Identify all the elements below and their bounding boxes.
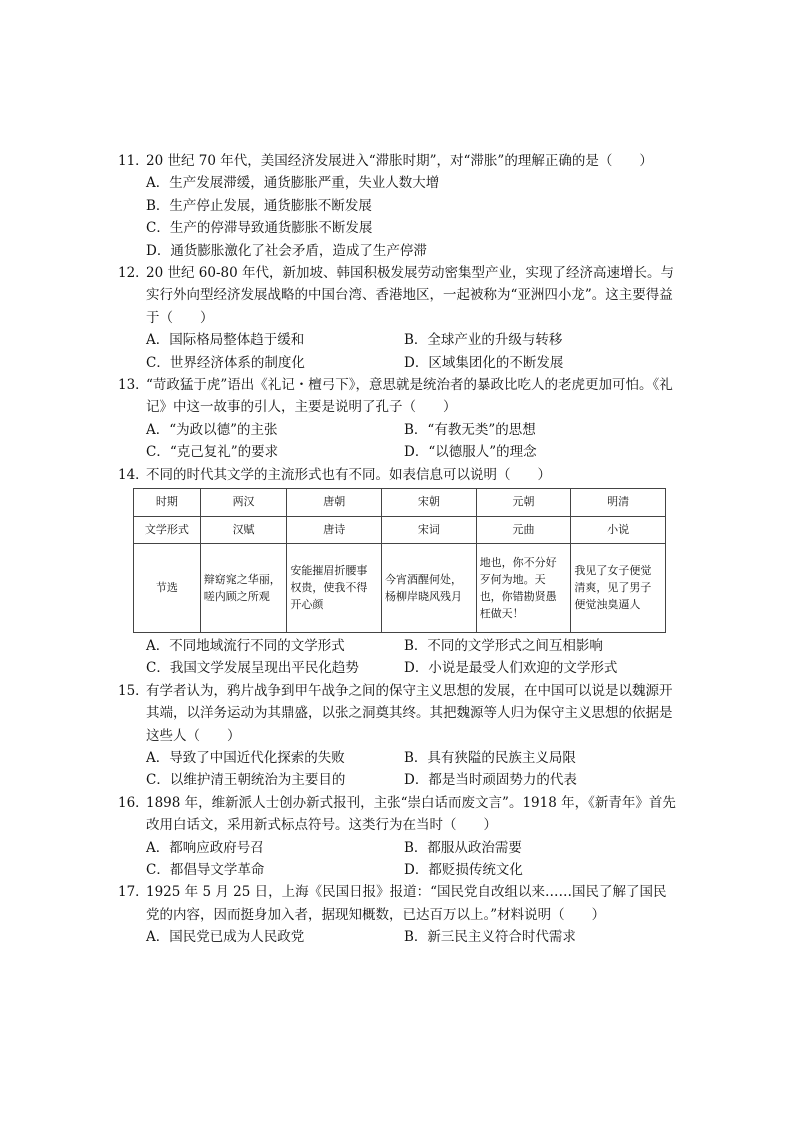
- option-c[interactable]: C．世界经济体系的制度化: [146, 354, 305, 371]
- option-a[interactable]: A．生产发展滞缓，通货膨胀严重，失业人数大增: [146, 175, 440, 192]
- question-stem: [118, 464, 678, 486]
- table-cell: 明清: [571, 489, 666, 516]
- option-d[interactable]: D．都贬损传统文化: [404, 861, 523, 878]
- question-stem: [118, 792, 678, 837]
- question-text: 有学者认为，鸦片战争到甲午战争之间的保守主义思想的发展，在中国可以说是以魏源开其端，以洋务运动为其鼎盛，以张之洞奠其终。其把魏源等人归为保守主义思想的依据是这些人（ ）: [146, 682, 673, 744]
- options: [118, 837, 678, 882]
- table-cell: 唐诗: [287, 516, 382, 543]
- question-text: 20 世纪 60-80 年代，新加坡、韩国积极发展劳动密集型产业，实现了经济高速增长。与实行外向型经济发展战略的中国台湾、香港地区，一起被称为“亚洲四小龙”。这主要得益于（ ）: [146, 265, 674, 326]
- option-b[interactable]: B．具有狭隘的民族主义局限: [404, 749, 576, 766]
- table-row: [134, 516, 666, 543]
- question-text: 不同的时代其文学的主流形式也有不同。如表信息可以说明（ ）: [146, 466, 551, 483]
- option-d[interactable]: D．区域集团化的不断发展: [404, 354, 564, 371]
- question-15: [118, 680, 678, 792]
- table-cell: 小说: [571, 516, 666, 543]
- option-b[interactable]: B．生产停止发展，通货膨胀不断发展: [146, 197, 372, 214]
- question-12: [118, 262, 678, 374]
- table-cell: 元曲: [476, 516, 571, 543]
- table-cell: 地也，你不分好歹何为地。天也，你错勘贤愚枉做天！: [476, 543, 571, 632]
- option-b[interactable]: B．全球产业的升级与转移: [404, 332, 563, 349]
- options: [118, 926, 678, 948]
- question-16: [118, 792, 678, 882]
- table-cell: 文学形式: [134, 516, 201, 543]
- option-d[interactable]: D．小说是最受人们欢迎的文学形式: [404, 660, 618, 677]
- options: [118, 329, 678, 374]
- option-c[interactable]: C．生产的停滞导致通货膨胀不断发展: [146, 220, 373, 237]
- table-cell: 节选: [134, 543, 201, 632]
- question-stem: [118, 680, 678, 747]
- table-cell: 唐朝: [287, 489, 382, 516]
- question-text: 1925 年 5 月 25 日，上海《民国日报》报道：“国民党自改组以来……国民了解了国民党的内容，因而挺身加入者，据现知概数，已达百万以上。”材料说明（ ）: [146, 884, 667, 923]
- option-a[interactable]: A．国际格局整体趋于缓和: [146, 332, 305, 349]
- options: [118, 747, 678, 792]
- question-stem: [118, 374, 678, 419]
- table-cell: 汉赋: [200, 516, 287, 543]
- question-text: 1898 年，维新派人士创办新式报刊，主张“崇白话而废文言”。1918 年，《新青年》首先改用白话文，采用新式标点符号。这类行为在当时（ ）: [146, 794, 676, 834]
- question-number: 17．: [118, 884, 149, 901]
- question-stem: [118, 881, 678, 926]
- table-cell: 安能摧眉折腰事权贵，使我不得开心颜: [287, 543, 382, 632]
- option-d[interactable]: D．通货膨胀激化了社会矛盾，造成了生产停滞: [146, 242, 427, 259]
- option-b[interactable]: B．都服从政治需要: [404, 839, 522, 856]
- question-number: 11．: [118, 153, 149, 169]
- options: [118, 172, 678, 262]
- question-number: 15．: [118, 682, 149, 699]
- question-text: 20 世纪 70 年代，美国经济发展进入“滞胀时期”，对“滞胀”的理解正确的是（ ）: [146, 153, 653, 169]
- table-cell: 时期: [134, 489, 201, 516]
- question-stem: [118, 262, 678, 329]
- option-a[interactable]: A．不同地域流行不同的文学形式: [146, 637, 345, 654]
- option-b[interactable]: B．“有教无类”的思想: [404, 421, 536, 438]
- question-number: 14．: [118, 466, 149, 483]
- question-number: 16．: [118, 794, 149, 811]
- exam-page: [118, 150, 678, 949]
- option-d[interactable]: D．都是当时顽固势力的代表: [404, 772, 577, 789]
- question-13: [118, 374, 678, 464]
- option-d[interactable]: D．“以德服人”的理念: [404, 444, 537, 461]
- question-11: [118, 150, 678, 262]
- question-14: [118, 464, 678, 680]
- option-c[interactable]: C．我国文学发展呈现出平民化趋势: [146, 660, 359, 677]
- question-number: 12．: [118, 265, 149, 282]
- table-cell: 宋词: [382, 516, 477, 543]
- option-a[interactable]: A．国民党已成为人民政党: [146, 929, 305, 946]
- question-text: “苛政猛于虎”语出《礼记・檀弓下》，意思就是统治者的暴政比吃人的老虎更加可怕。《礼记》中这一故事的引人，主要是说明了孔子（ ）: [146, 377, 673, 416]
- option-a[interactable]: A．导致了中国近代化探索的失败: [146, 749, 345, 766]
- literature-table: [133, 488, 666, 633]
- option-c[interactable]: C．“克己复礼”的要求: [146, 444, 279, 461]
- option-c[interactable]: C．都倡导文学革命: [146, 861, 265, 878]
- question-number: 13．: [118, 377, 149, 394]
- table-cell: 两汉: [200, 489, 287, 516]
- table-cell: 元朝: [476, 489, 571, 516]
- table-cell: 今宵酒醒何处，杨柳岸晓风残月: [382, 543, 477, 632]
- option-a[interactable]: A．都响应政府号召: [146, 839, 264, 856]
- option-c[interactable]: C．以维护清王朝统治为主要目的: [146, 772, 346, 789]
- table-cell: 我见了女子便觉清爽，见了男子便觉浊臭逼人: [571, 543, 666, 632]
- option-b[interactable]: B．新三民主义符合时代需求: [404, 929, 576, 946]
- table-cell: 辩窈窕之华丽，嗟内顾之所观: [200, 543, 287, 632]
- options: [118, 635, 678, 680]
- question-17: [118, 881, 678, 948]
- table-cell: 宋朝: [382, 489, 477, 516]
- table-row: [134, 543, 666, 632]
- option-b[interactable]: B．不同的文学形式之间互相影响: [404, 637, 603, 654]
- question-stem: [118, 150, 678, 172]
- option-a[interactable]: A．“为政以德”的主张: [146, 421, 278, 438]
- options: [118, 419, 678, 464]
- table-header-row: [134, 489, 666, 516]
